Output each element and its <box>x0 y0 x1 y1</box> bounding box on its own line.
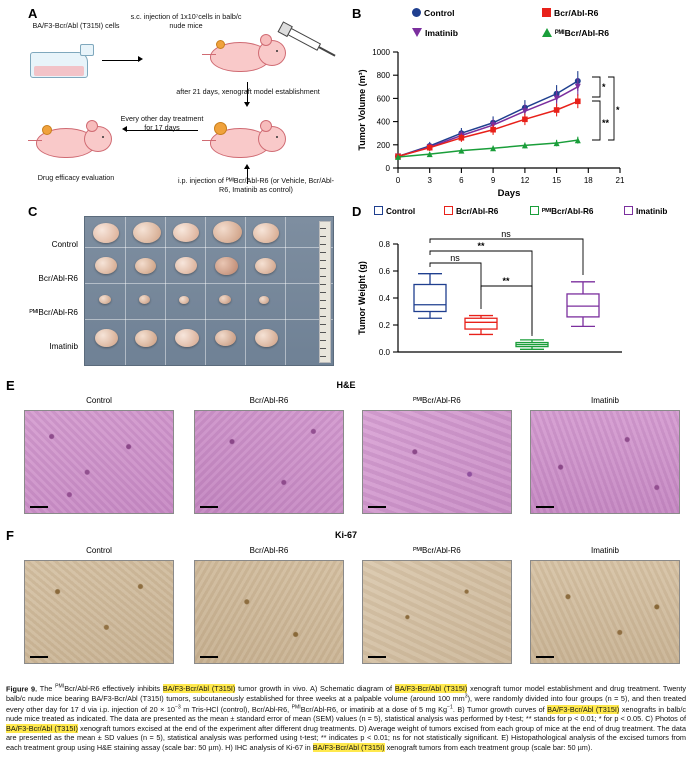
panel-a-treatment-label: Every other day treatment for 17 days <box>120 114 204 132</box>
panel-f-letter: F <box>6 528 14 543</box>
panel-d-tumor-weight <box>352 204 688 376</box>
svg-text:400: 400 <box>376 117 390 127</box>
tumor-specimen <box>219 295 231 304</box>
legend-d-marker-bcr-abl-r6 <box>444 206 453 215</box>
legend-d-marker-imatinib <box>624 206 633 215</box>
tumor-specimen <box>179 296 189 304</box>
legend-d-marker-control <box>374 206 383 215</box>
panel-f-label-control: Control <box>86 546 112 555</box>
tumor-specimen <box>213 221 242 243</box>
panel-f-stain-title: Ki-67 <box>334 530 357 540</box>
scale-bar <box>200 656 218 659</box>
figure-caption <box>6 684 686 753</box>
scale-bar <box>368 656 386 659</box>
panel-c-row-label-bcr-abl-r6: Bcr/Abl-R6 <box>38 274 78 283</box>
arrow-head-2 <box>244 102 250 107</box>
panel-c-letter: C <box>28 204 38 219</box>
panel-d-letter: D <box>352 204 362 219</box>
svg-text:**: ** <box>502 276 510 286</box>
panel-e-label-control: Control <box>86 396 112 405</box>
svg-text:12: 12 <box>520 176 530 185</box>
legend-item-bcr-abl-r6 <box>542 8 598 18</box>
panel-f-ki67-staining <box>6 528 686 680</box>
tumor-dot-left <box>42 125 52 135</box>
panel-d-plot <box>352 224 688 374</box>
svg-text:0.4: 0.4 <box>378 294 390 303</box>
panel-b-letter: B <box>352 6 362 21</box>
mouse-illustration-left <box>28 118 120 166</box>
legend-marker-imatinib <box>412 28 422 37</box>
panel-e-label-imatinib: Imatinib <box>590 396 619 405</box>
ruler-icon <box>319 221 331 363</box>
legend-label-bcr-abl-r6: Bcr/Abl-R6 <box>554 8 599 18</box>
legend-marker-bcr-abl-r6 <box>542 8 551 17</box>
svg-text:ns: ns <box>501 229 511 239</box>
panel-e-letter: E <box>6 378 15 393</box>
svg-text:0.0: 0.0 <box>378 348 390 357</box>
micrograph-ki67-pmi-bcr-abl-r6 <box>362 560 512 664</box>
panel-e-label-bcr-abl-r6: Bcr/Abl-R6 <box>249 396 289 405</box>
panel-e-label-pmi-bcr-abl-r6: ᴾᴹᴵBcr/Abl-R6 <box>413 396 461 405</box>
legend-d-marker-pmi-bcr-abl-r6 <box>530 206 539 215</box>
legend-d-label-control: Control <box>386 207 416 216</box>
panel-a-letter: A <box>28 6 38 21</box>
figure-caption-body: The $^{PMI}$Bcr/Abl-R6 effectively inhibits BA/F3-Bcr/Abl (T315I) tumor growth in vivo. A) Schematic diagram of BA/F3-Bcr/Abl (T315I) xenograft tumor model establishment and drug treatment. Twenty balb/c nude mice bearing BA/F3-Bcr/Abl (T315I) tumors, subcutaneously established for three weeks at a palpable volume (around 100 $mm^3$), were randomly divided into four groups (n = 5), and then treated every other day for 17 d via i.p. injection of $20 \times 10^{-3}$ m Tris-HCl (control), Bcr/Abl-R6, $^{PMI}$Bcr/Abl-R6, or imatinib at a dose of 5 mg $Kg^{-1}$. B) Tumor growth curves of BA/F3-Bcr/Abl (T315I) xenografts in balb/c nude mice treated as indicated. The data are presented as the mean ± standard error of mean (SEM) values (n = 5), statistical analysis was performed by t-test; ** stands for p < 0.01; * for p < 0.05. C) Photos of BA/F3-Bcr/Abl (T315I) xenograft tumors excised at the end of the experiment after different drug treatments. D) Average weight of tumors excised from each group of mice at the end of drug treatment. The data are presented as the mean ± SD values (n = 5), statistical analysis was performed using t-test; ** indicates p < 0.01; ns for not statistically significant. E) Histopathological analysis of the excised tumors from each treatment group using H&E staining assay (scale bar: 50 µm). H) IHC analysis of Ki-67 in BA/F3-Bcr/Abl (T315I) xenograft tumors from each treatment group (scale bar: 50 µm). <box>6 684 687 753</box>
arrow-head-4 <box>244 164 250 169</box>
panel-b-plot <box>352 44 688 204</box>
panel-f-label-bcr-abl-r6: Bcr/Abl-R6 <box>249 546 289 555</box>
legend-d-label-imatinib: Imatinib <box>636 207 668 216</box>
panel-a-injection-label: s.c. injection of 1x10⁷cells in balb/c nude mice <box>130 12 242 30</box>
tumor-dot-right <box>214 122 227 135</box>
panel-f-label-imatinib: Imatinib <box>590 546 619 555</box>
legend-item-imatinib <box>412 28 458 38</box>
svg-text:ns: ns <box>450 253 460 263</box>
legend-d-pmi-bcr-abl-r6 <box>530 206 593 216</box>
scale-bar <box>368 506 386 509</box>
svg-text:Tumor Volume (m³): Tumor Volume (m³) <box>357 69 367 151</box>
svg-text:0: 0 <box>385 164 390 173</box>
svg-text:0.8: 0.8 <box>378 240 390 249</box>
panel-c-row-label-control: Control <box>51 240 78 249</box>
tumor-specimen <box>93 223 119 243</box>
tumor-specimen <box>139 295 150 304</box>
panel-c-row-label-imatinib: Imatinib <box>49 342 78 351</box>
tumor-specimen <box>175 257 197 274</box>
legend-marker-pmi-bcr-abl-r6 <box>542 28 552 37</box>
tumor-specimen <box>175 329 199 347</box>
svg-text:9: 9 <box>490 176 496 185</box>
scale-bar <box>30 506 48 509</box>
legend-d-imatinib <box>624 206 667 216</box>
micrograph-ki67-imatinib <box>530 560 680 664</box>
legend-marker-control <box>412 8 421 17</box>
legend-item-control <box>412 8 455 18</box>
legend-d-control <box>374 206 415 216</box>
svg-text:21: 21 <box>615 176 625 185</box>
arrow-cells-to-mouse <box>102 60 140 61</box>
micrograph-ki67-control <box>24 560 174 664</box>
svg-text:0.6: 0.6 <box>378 267 390 276</box>
legend-label-pmi-bcr-abl-r6: ᴾᴹᴵBcr/Abl-R6 <box>555 28 610 38</box>
legend-d-label-pmi-bcr-abl-r6: ᴾᴹᴵBcr/Abl-R6 <box>542 207 594 216</box>
scale-bar <box>30 656 48 659</box>
tumor-specimen <box>135 330 157 347</box>
panel-a-drug-eval-label: Drug efficacy evaluation <box>37 173 115 182</box>
panel-a-schematic <box>6 6 346 198</box>
scale-bar <box>536 656 554 659</box>
svg-text:600: 600 <box>376 94 390 104</box>
panel-a-xenograft-label: after 21 days, xenograft model establishment <box>176 87 320 96</box>
arrow-head-1 <box>138 56 143 62</box>
tumor-specimen <box>255 329 278 347</box>
svg-text:*: * <box>602 82 606 92</box>
tumor-specimen <box>259 296 269 304</box>
mouse-illustration-right <box>202 118 294 166</box>
scale-bar <box>200 506 218 509</box>
legend-label-control: Control <box>424 8 455 18</box>
svg-text:0.2: 0.2 <box>378 321 390 330</box>
svg-text:**: ** <box>477 241 485 251</box>
svg-text:Days: Days <box>497 188 521 199</box>
panel-f-label-pmi-bcr-abl-r6: ᴾᴹᴵBcr/Abl-R6 <box>413 546 461 555</box>
tumor-dot-top <box>216 40 225 49</box>
tumor-specimen <box>135 258 156 274</box>
tumor-specimen <box>253 223 279 243</box>
tumor-specimen <box>215 257 238 275</box>
svg-text:6: 6 <box>459 176 464 185</box>
panel-a-cells-label: BA/F3-Bcr/Abl (T315I) cells <box>32 21 120 30</box>
tumor-specimen <box>173 223 199 242</box>
svg-text:800: 800 <box>376 71 390 81</box>
svg-text:3: 3 <box>427 176 432 185</box>
svg-text:**: ** <box>602 118 610 128</box>
tumor-specimen <box>95 329 118 347</box>
tumor-specimen <box>95 257 117 274</box>
legend-label-imatinib: Imatinib <box>425 28 458 38</box>
micrograph-he-imatinib <box>530 410 680 514</box>
panel-b-growth-curve <box>352 6 688 204</box>
panel-e-stain-title: H&E <box>336 380 356 390</box>
svg-text:*: * <box>616 105 620 115</box>
figure-number: Figure 9. <box>6 684 38 694</box>
micrograph-he-control <box>24 410 174 514</box>
svg-text:1000: 1000 <box>372 48 390 57</box>
svg-text:18: 18 <box>583 176 593 185</box>
svg-text:15: 15 <box>552 176 562 185</box>
tumor-specimen <box>215 330 236 346</box>
panel-a-ip-injection-label: i.p. injection of ᴾᴹᴵBcr/Abl-R6 (or Vehicle, Bcr/Abl-R6, Imatinib as control) <box>177 176 335 194</box>
svg-text:Tumor Weight (g): Tumor Weight (g) <box>357 261 367 335</box>
legend-d-label-bcr-abl-r6: Bcr/Abl-R6 <box>456 207 499 216</box>
svg-text:0: 0 <box>395 176 401 185</box>
tumor-photo-grid <box>84 216 334 366</box>
cell-flask-icon <box>26 42 98 82</box>
tumor-specimen <box>255 258 276 274</box>
scale-bar <box>536 506 554 509</box>
micrograph-ki67-bcr-abl-r6 <box>194 560 344 664</box>
panel-c-row-label-pmi-bcr-abl-r6: ᴾᴹᴵBcr/Abl-R6 <box>29 308 78 317</box>
svg-text:200: 200 <box>376 140 390 150</box>
tumor-specimen <box>99 295 111 304</box>
panel-c-tumor-photos <box>6 204 346 372</box>
panel-e-he-staining <box>6 378 686 526</box>
tumor-specimen <box>133 222 161 243</box>
legend-item-pmi-bcr-abl-r6 <box>542 28 609 38</box>
micrograph-he-bcr-abl-r6 <box>194 410 344 514</box>
legend-d-bcr-abl-r6 <box>444 206 498 216</box>
micrograph-he-pmi-bcr-abl-r6 <box>362 410 512 514</box>
